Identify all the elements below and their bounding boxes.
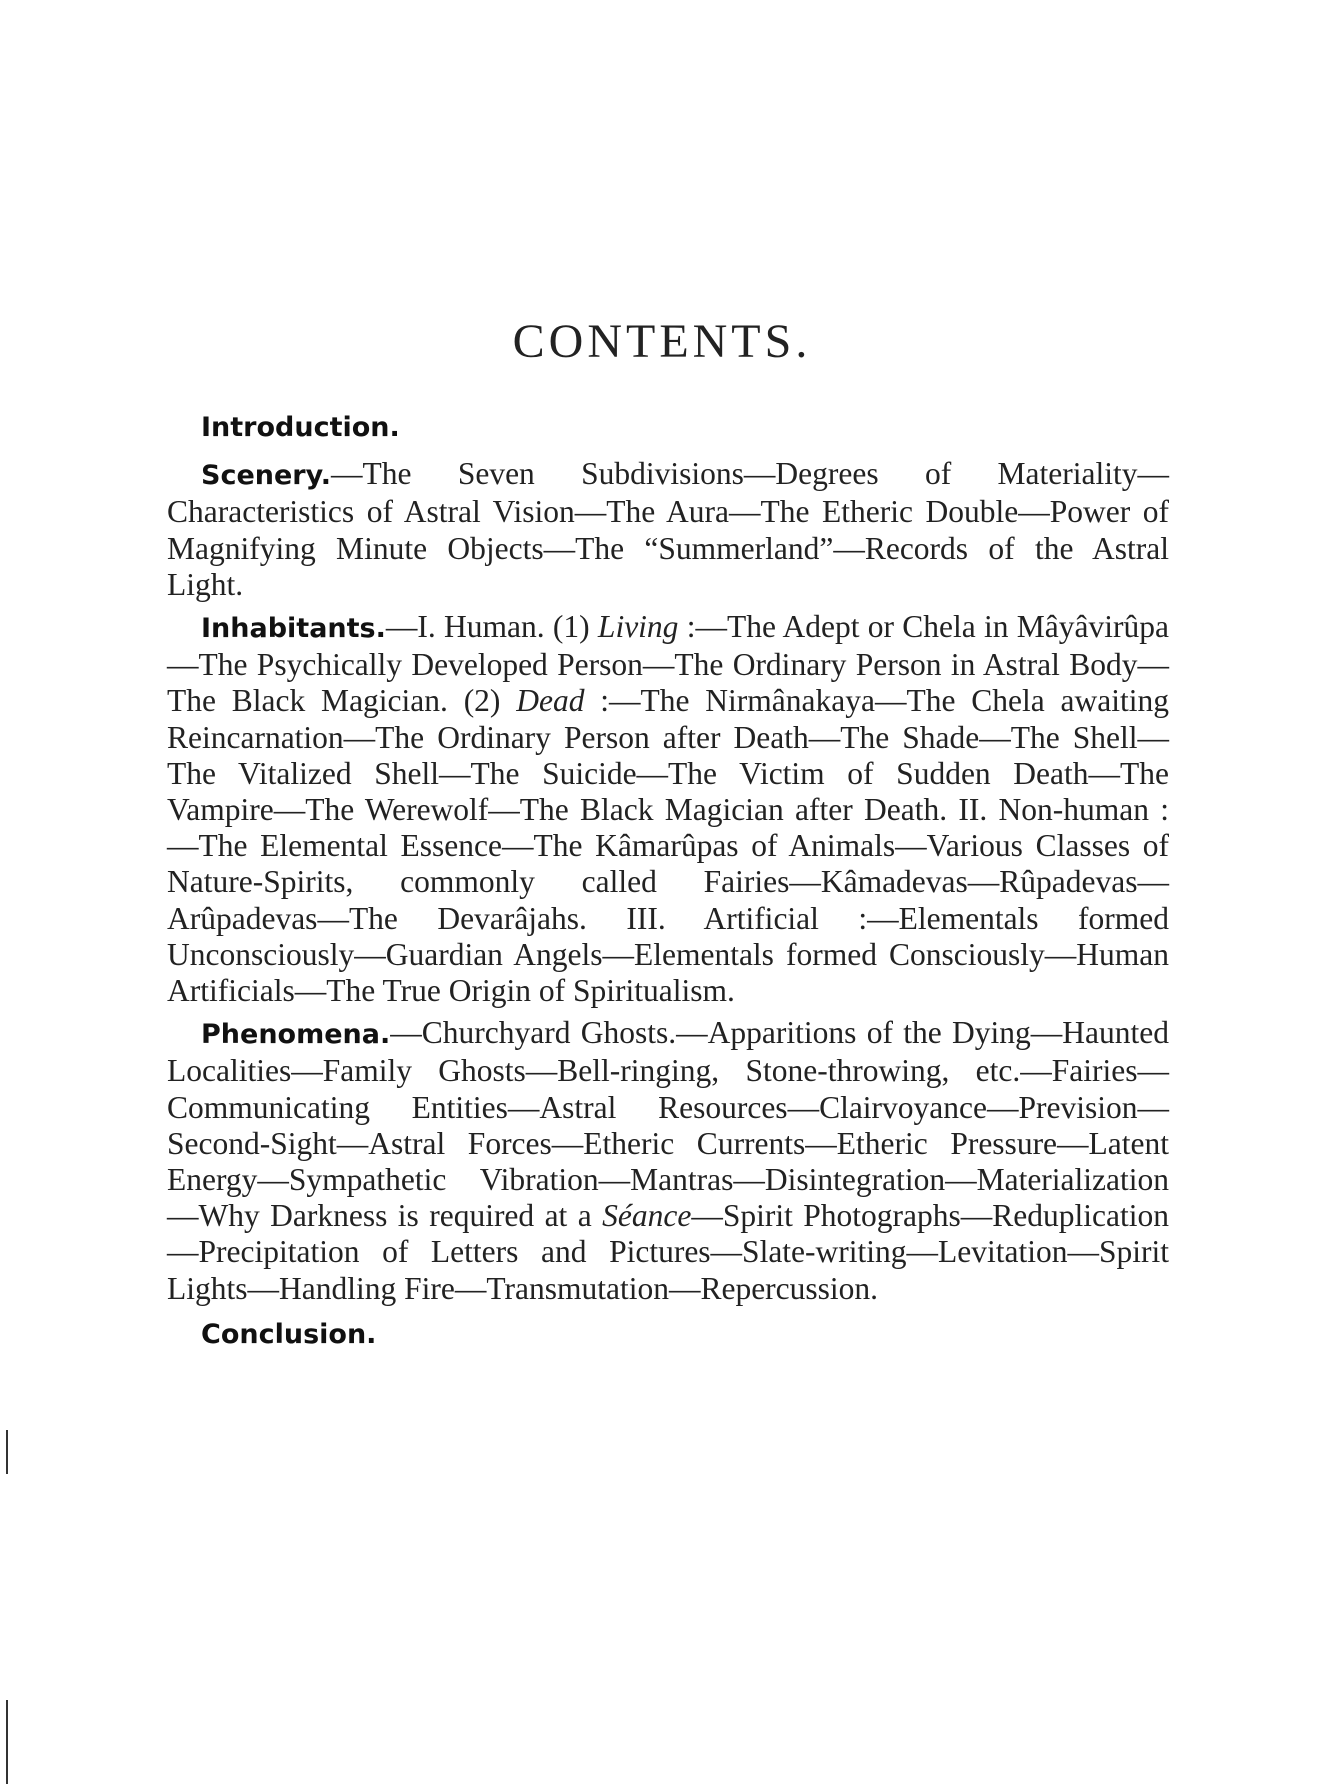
- phenomena-seance: Séance: [602, 1198, 692, 1234]
- page-title: CONTENTS.: [512, 315, 812, 368]
- inhabitants-text-1: —I. Human. (1): [385, 609, 598, 645]
- section-conclusion: [167, 1315, 1169, 1353]
- scan-margin-mark-upper: [6, 1430, 8, 1474]
- section-inhabitants: [167, 609, 1169, 1009]
- scan-margin-mark-lower: [6, 1700, 8, 1784]
- conclusion-heading: Conclusion.: [201, 1318, 377, 1350]
- scenery-text: —The Seven Subdivisions—Degrees of Materiality—Characteristics of Astral Vision—The Aura—The Etheric Double—Power of Magnifying Minute Objects—The “Summerland”—Records of the Astral Light.: [167, 456, 1169, 602]
- inhabitants-heading: Inhabitants.: [201, 613, 386, 645]
- section-phenomena: [167, 1015, 1169, 1307]
- inhabitants-text-2: :—The Adept or Chela in Mâyâvirûpa—The Psychically Developed Person—The Ordinary Person in Astral Body—The Black Magician. (2): [167, 609, 1169, 719]
- phenomena-heading: Phenomena.: [201, 1019, 391, 1051]
- section-introduction: [167, 408, 1169, 446]
- phenomena-text-1: —Churchyard Ghosts.—Apparitions of the Dying—Haunted Localities—Family Ghosts—Bell-ringing, Stone-throwing, etc.—Fairies—Communicating Entities—Astral Resources—Clairvoyance—Prevision—Second-Sight—Astral Forces—Etheric Currents—Etheric Pressure—Latent Energy—Sympathetic Vibration—Mantras—Disintegration—Materialization—Why Darkness is required at a: [167, 1015, 1169, 1234]
- inhabitants-text-3: :—The Nirmânakaya—The Chela awaiting Reincarnation—The Ordinary Person after Death—The Shade—The Shell—The Vitalized Shell—The Suicide—The Victim of Sudden Death—The Vampire—The Werewolf—The Black Magician after Death. II. Non-human :—The Elemental Essence—The Kâmarûpas of Animals—Various Classes of Nature-Spirits, commonly called Fairies—Kâmadevas—Rûpadevas—Arûpadevas—The Devarâjahs. III. Artificial :—Elementals formed Unconsciously—Guardian Angels—Elementals formed Consciously—Human Artificials—The True Origin of Spiritualism.: [167, 683, 1169, 1009]
- scenery-heading: Scenery.: [201, 460, 331, 492]
- inhabitants-living: Living: [597, 609, 679, 645]
- contents-body: [167, 408, 1169, 1359]
- section-scenery: [167, 456, 1169, 603]
- inhabitants-dead: Dead: [516, 683, 585, 719]
- phenomena-text-2: —Spirit Photographs—Reduplication—Precipitation of Letters and Pictures—Slate-writing—Levitation—Spirit Lights—Handling Fire—Transmutation—Repercussion.: [167, 1198, 1169, 1306]
- introduction-heading: Introduction.: [201, 412, 400, 443]
